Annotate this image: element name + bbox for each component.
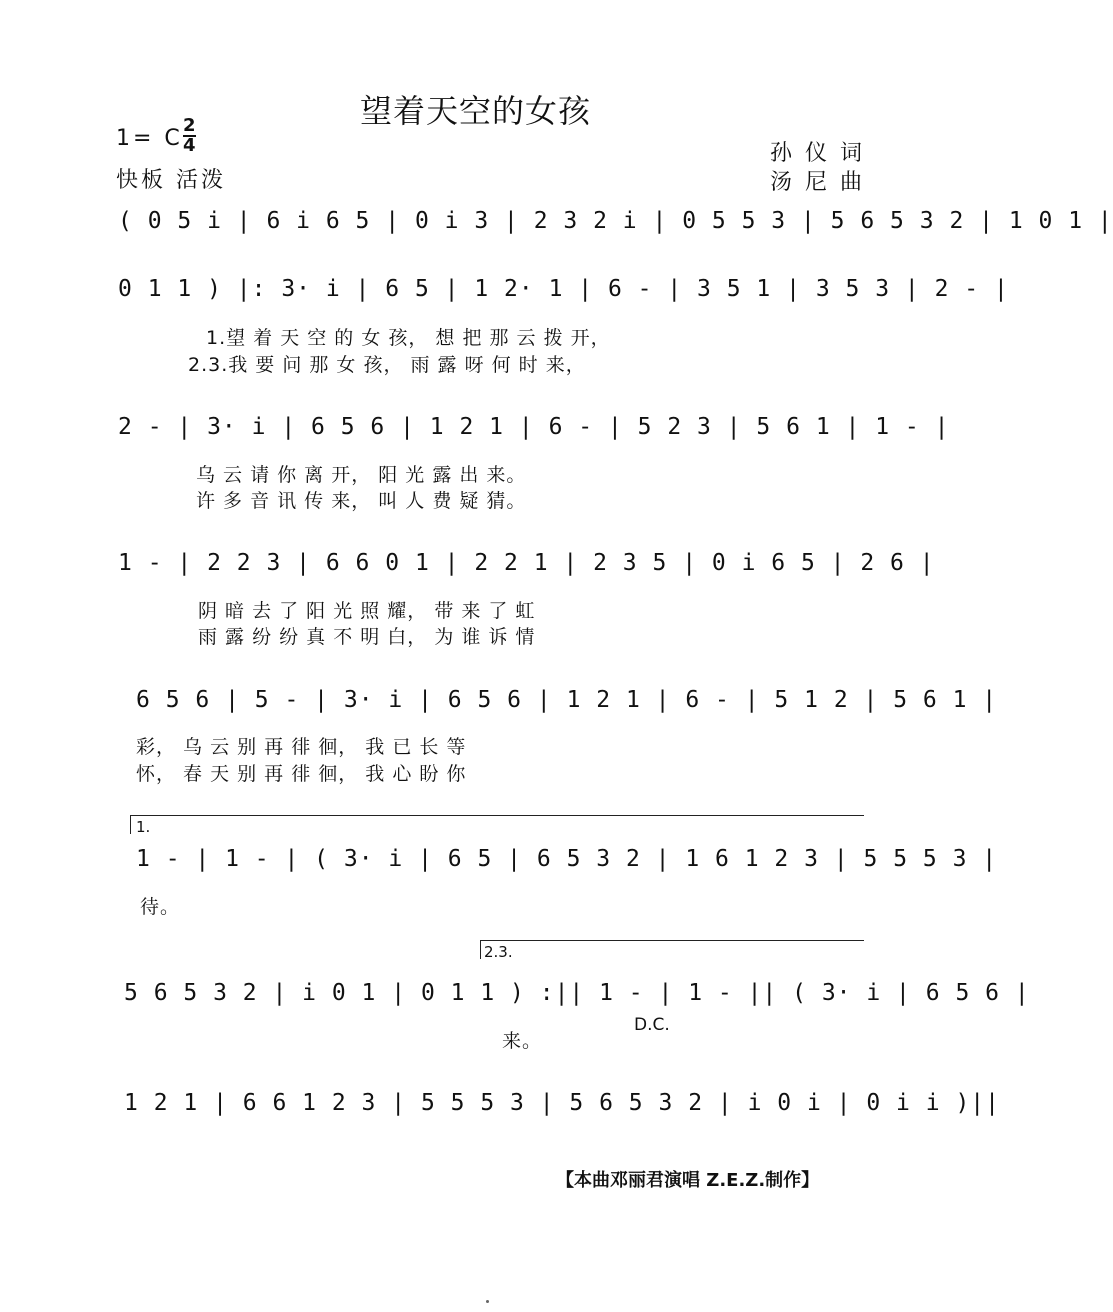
time-denominator: 4 <box>183 135 196 156</box>
dc-marking: D.C. <box>634 1015 670 1035</box>
staff-system-4: 1 - | 2 2 3 | 6 6 0 1 | 2 2 1 | 2 3 5 | 0 i 6 5 | 2 6 | <box>118 550 935 576</box>
time-signature <box>183 117 196 155</box>
staff-system-7: 5 6 5 3 2 | i 0 1 | 0 1 1 ) :|| 1 - | 1 - || ( 3· i | 6 5 6 | <box>124 980 1030 1006</box>
first-ending-label: 1. <box>136 818 151 836</box>
staff-system-8: 1 2 1 | 6 6 1 2 3 | 5 5 5 3 | 5 6 5 3 2 | i 0 i | 0 i i )|| <box>124 1090 1000 1116</box>
page-dot <box>486 1300 489 1303</box>
second-ending-label: 2.3. <box>484 943 513 961</box>
lyric-line-7: 来。 <box>502 1030 543 1052</box>
tempo-marking: 快板 活泼 <box>116 168 226 193</box>
time-numerator: 2 <box>183 115 196 136</box>
first-ending-bracket <box>130 815 864 834</box>
lyric-line-2a: 1.望 着 天 空 的 女 孩， 想 把 那 云 拨 开， <box>206 327 611 349</box>
staff-system-3: 2 - | 3· i | 6 5 6 | 1 2 1 | 6 - | 5 2 3 | 5 6 1 | 1 - | <box>118 414 950 440</box>
lyricist-credit: 孙 仪 词 <box>770 141 865 166</box>
staff-system-2: 0 1 1 ) |: 3· i | 6 5 | 1 2· 1 | 6 - | 3 5 1 | 3 5 3 | 2 - | <box>118 276 1009 302</box>
lyric-line-2b: 2.3.我 要 问 那 女 孩， 雨 露 呀 何 时 来， <box>188 354 586 376</box>
performance-credit: 【本曲邓丽君演唱 Z.E.Z.制作】 <box>556 1170 820 1191</box>
lyric-line-5a: 彩， 乌 云 别 再 徘 徊， 我 已 长 等 <box>136 736 467 758</box>
staff-system-6: 1 - | 1 - | ( 3· i | 6 5 | 6 5 3 2 | 1 6 1 2 3 | 5 5 5 3 | <box>136 846 998 872</box>
staff-system-1: ( 0 5 i | 6 i 6 5 | 0 i 3 | 2 3 2 i | 0 5 5 3 | 5 6 5 3 2 | 1 0 1 | <box>118 208 1113 234</box>
staff-system-5: 6 5 6 | 5 - | 3· i | 6 5 6 | 1 2 1 | 6 - | 5 1 2 | 5 6 1 | <box>136 687 998 713</box>
lyric-line-3b: 许 多 音 讯 传 来， 叫 人 费 疑 猜。 <box>196 490 527 512</box>
lyric-line-3a: 乌 云 请 你 离 开， 阳 光 露 出 来。 <box>196 464 527 486</box>
song-title: 望着天空的女孩 <box>360 92 592 130</box>
lyric-line-4a: 阴 暗 去 了 阳 光 照 耀， 带 来 了 虹 <box>198 600 536 622</box>
lyric-line-4b: 雨 露 纷 纷 真 不 明 白， 为 谁 诉 情 <box>198 626 536 648</box>
key-signature: 1= C <box>116 126 183 151</box>
second-ending-bracket <box>480 940 864 959</box>
composer-credit: 汤 尼 曲 <box>770 170 865 195</box>
lyric-line-6: 待。 <box>140 896 181 918</box>
lyric-line-5b: 怀， 春 天 别 再 徘 徊， 我 心 盼 你 <box>136 763 467 785</box>
